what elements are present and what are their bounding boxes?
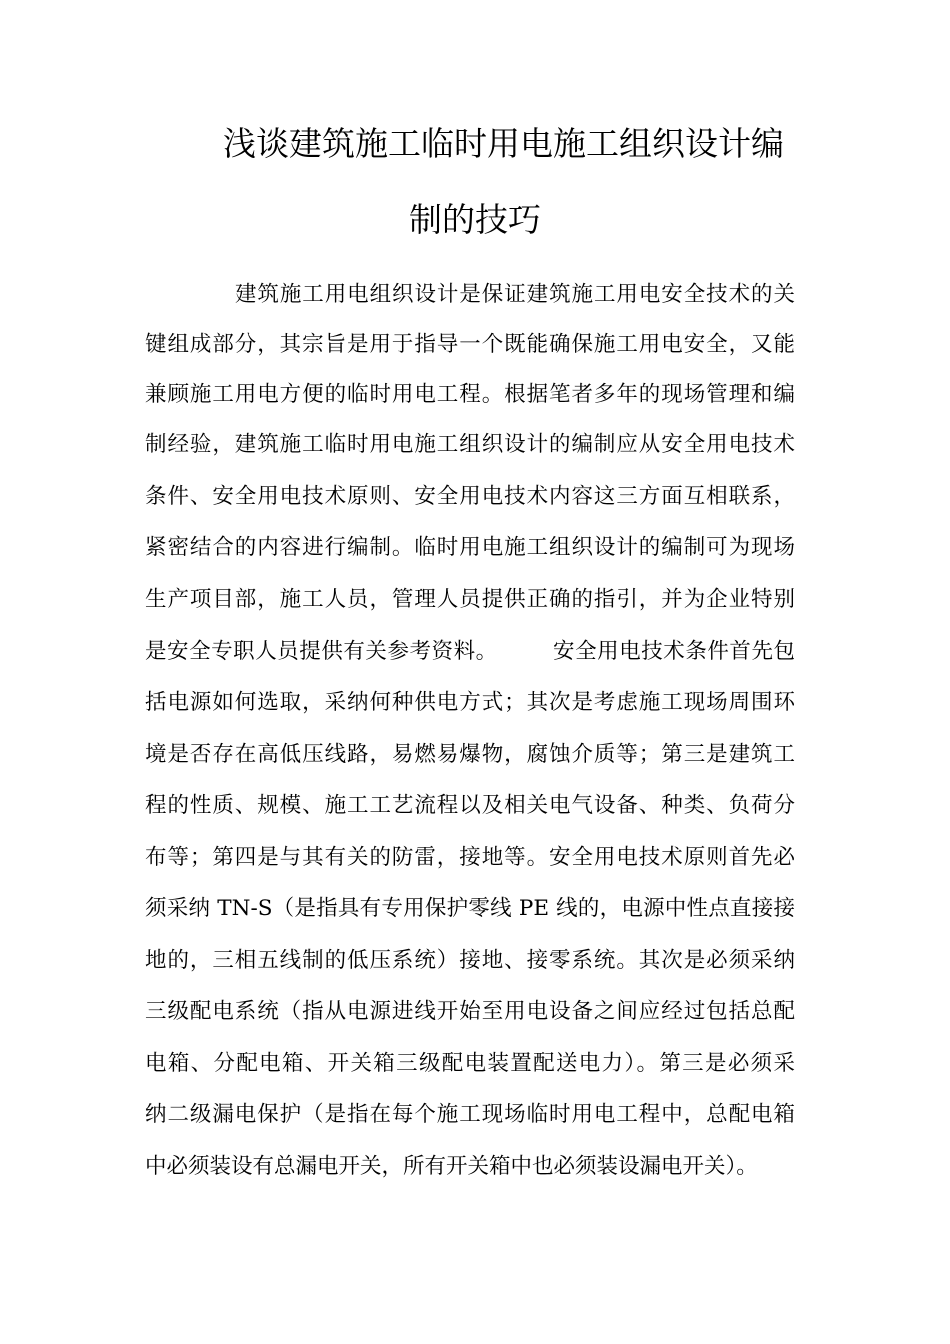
paragraph-line: 制经验，建筑施工临时用电施工组织设计的编制应从安全用电技术 [145,432,795,457]
document-title-line-1: 浅谈建筑施工临时用电施工组织设计编 [223,124,784,163]
paragraph-line: 是安全专职人员提供有关参考资料。 安全用电技术条件首先包 [145,639,795,664]
paragraph-line: 电箱、分配电箱、开关箱三级配电装置配送电力）。第三是必须采 [145,1051,795,1076]
paragraph-line: 括电源如何选取，采纳何种供电方式；其次是考虑施工现场周围环 [145,690,795,715]
paragraph-line: 地的，三相五线制的低压系统）接地、接零系统。其次是必须采纳 [145,948,795,973]
document-title-line-2: 制的技巧 [409,200,541,239]
paragraph-line: 程的性质、规模、施工工艺流程以及相关电气设备、种类、负荷分 [145,793,795,818]
paragraph-line: 中必须装设有总漏电开关，所有开关箱中也必须装设漏电开关）。 [145,1154,758,1179]
paragraph-line: 条件、安全用电技术原则、安全用电技术内容这三方面互相联系， [145,484,795,509]
paragraph-line: 境是否存在高低压线路，易燃易爆物，腐蚀介质等；第三是建筑工 [145,742,795,767]
paragraph-line: 生产项目部，施工人员，管理人员提供正确的指引，并为企业特别 [145,587,795,612]
paragraph-line: 布等；第四是与其有关的防雷，接地等。安全用电技术原则首先必 [145,845,795,870]
paragraph-line: 紧密结合的内容进行编制。临时用电施工组织设计的编制可为现场 [145,535,795,560]
paragraph-line: 须采纳 TN-S（是指具有专用保护零线 PE 线的，电源中性点直接接 [145,896,795,921]
paragraph-line: 兼顾施工用电方便的临时用电工程。根据笔者多年的现场管理和编 [145,382,795,407]
paragraph-line: 建筑施工用电组织设计是保证建筑施工用电安全技术的关 [235,282,795,307]
paragraph-line: 键组成部分，其宗旨是用于指导一个既能确保施工用电安全，又能 [145,332,795,357]
paragraph-line: 纳二级漏电保护（是指在每个施工现场临时用电工程中，总配电箱 [145,1102,795,1127]
paragraph-line: 三级配电系统（指从电源进线开始至用电设备之间应经过包括总配 [145,999,795,1024]
